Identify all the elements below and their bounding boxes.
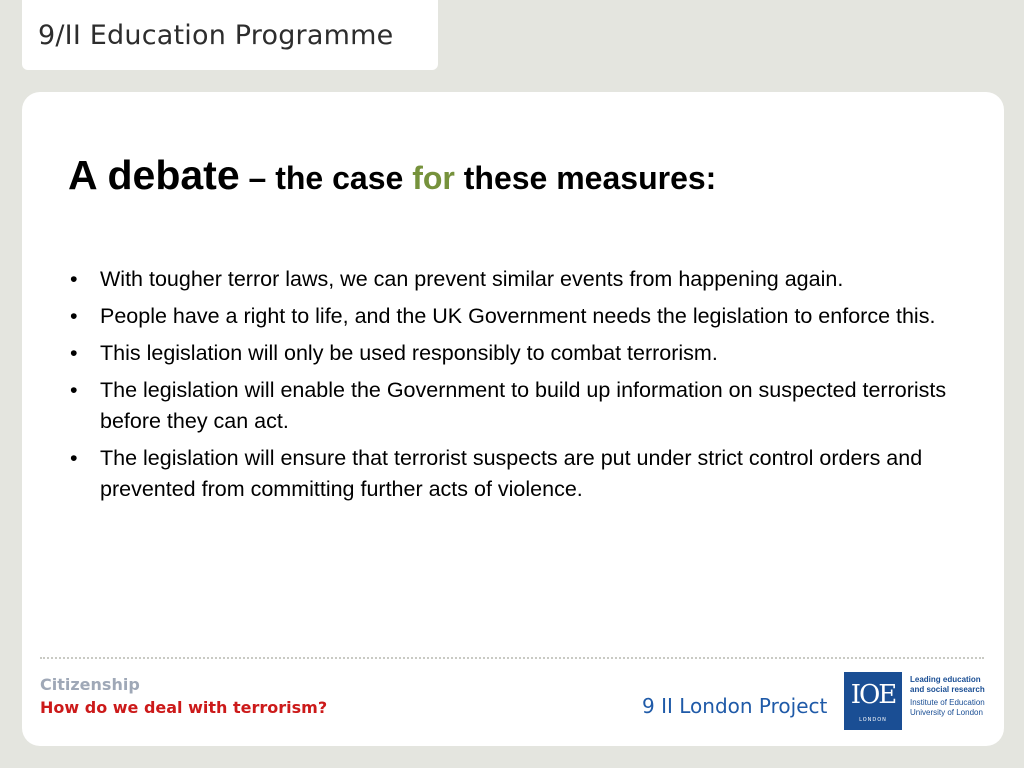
bullet-text: The legislation will enable the Government to build up information on suspected terrorists before they can act. [100, 378, 947, 433]
project-name: 9 II London Project [642, 694, 828, 718]
ioe-logo-letters: IOE [850, 680, 896, 710]
title-main: A debate [68, 152, 240, 198]
bullet-marker: • [70, 267, 78, 291]
ioe-tagline [910, 675, 998, 718]
programme-title: 9/II Education Programme [38, 20, 394, 51]
topic-question: How do we deal with terrorism? [40, 698, 328, 717]
ioe-institution-line2: University of London [910, 708, 983, 717]
bullet-item [68, 338, 948, 369]
bullet-marker: • [70, 446, 78, 470]
header-tab [22, 0, 438, 70]
ioe-logo [844, 672, 902, 730]
bullet-text: The legislation will ensure that terrorist suspects are put under strict control orders and prevented from committing further acts of violence. [100, 446, 923, 501]
title-dash: – the case [239, 160, 413, 196]
bullet-item [68, 264, 948, 295]
footer-divider [40, 657, 984, 659]
bullet-text: People have a right to life, and the UK Government needs the legislation to enforce this. [100, 304, 936, 328]
ioe-tagline-line1: Leading education [910, 675, 981, 684]
bullet-marker: • [70, 378, 78, 402]
bullet-item [68, 375, 948, 437]
ioe-logo-london: LONDON [859, 717, 887, 723]
bullet-marker: • [70, 341, 78, 365]
ioe-tagline-line2: and social research [910, 685, 985, 694]
ioe-institution-line1: Institute of Education [910, 698, 985, 707]
subject-label: Citizenship [40, 675, 140, 694]
slide-title [68, 152, 716, 199]
bullet-list [68, 264, 948, 511]
slide-card [22, 92, 1004, 746]
title-for: for [412, 160, 455, 196]
bullet-item [68, 443, 948, 505]
bullet-text: With tougher terror laws, we can prevent similar events from happening again. [100, 267, 844, 291]
bullet-marker: • [70, 304, 78, 328]
bullet-item [68, 301, 948, 332]
title-end: these measures: [454, 160, 717, 196]
bullet-text: This legislation will only be used responsibly to combat terrorism. [100, 341, 718, 365]
